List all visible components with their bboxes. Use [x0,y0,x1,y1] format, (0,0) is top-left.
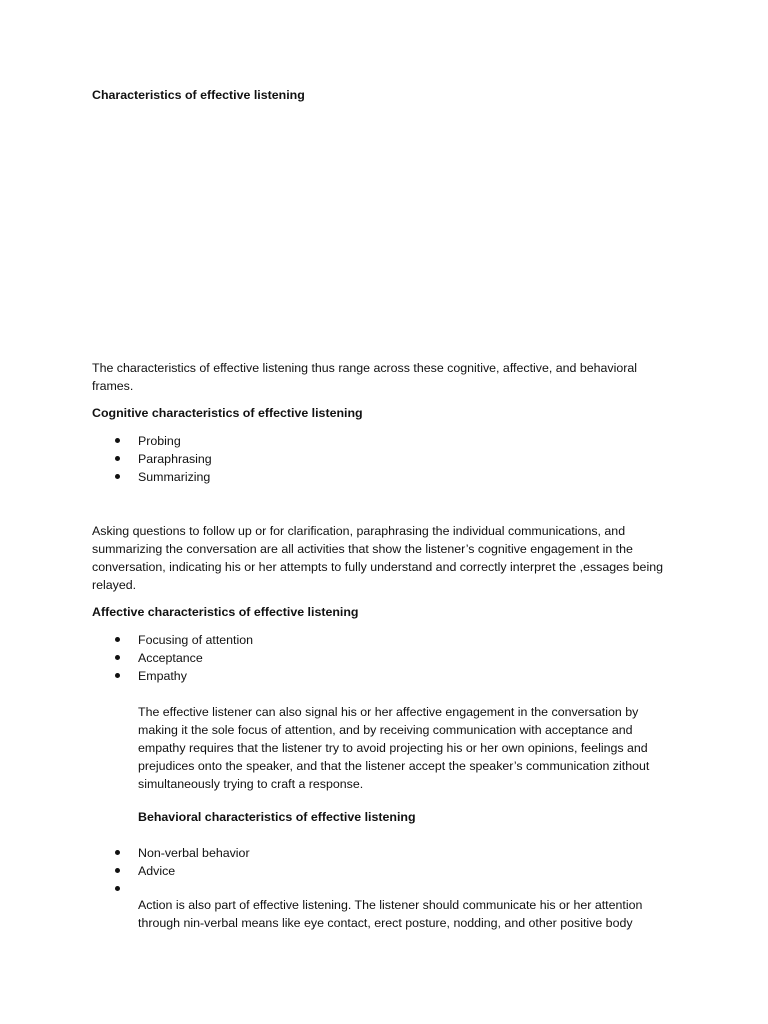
bullet-icon [115,850,120,855]
list-item-label: Advice [138,864,176,878]
affective-paragraph: The effective listener can also signal his or her affective engagement in the conversation by making it the sole focus of attention, and by receiving communication with acceptance and empathy requires that the listener try to avoid projecting his or her own opinions, feelings and prejudices onto the speaker, and that the listener accept the speaker’s communication zithout simultaneously trying to craft a response. [138,705,650,791]
document-title: Characteristics of effective listening [92,88,305,102]
bullet-icon [115,456,120,461]
list-item-label: Probing [138,434,181,448]
list-item-label: Summarizing [138,470,211,484]
cognitive-paragraph: Asking questions to follow up or for clarification, paraphrasing the individual communications, and summarizing the conversation are all activities that show the listener’s cognitive engagement in the conversation, indicating his or her attempts to fully understand and correctly interpret the ,essages being relayed. [92,524,663,592]
behavioral-paragraph: Action is also part of effective listening. The listener should communicate his or her attention through nin-verbal means like eye contact, erect posture, nodding, and other positive body [138,898,643,930]
list-item [115,468,415,486]
bullet-icon [115,673,120,678]
list-item [115,844,415,862]
bullet-icon [115,868,120,873]
bullet-icon [115,886,120,891]
list-item [115,631,415,649]
list-item-label: Acceptance [138,651,203,665]
cognitive-heading: Cognitive characteristics of effective listening [92,406,363,420]
cognitive-list [115,432,415,486]
bullet-icon [115,438,120,443]
affective-list [115,631,415,685]
list-item [115,649,415,667]
behavioral-list [115,844,415,898]
bullet-icon [115,474,120,479]
list-item [115,667,415,685]
list-item [115,862,415,880]
behavioral-heading: Behavioral characteristics of effective listening [138,810,416,824]
list-item [115,450,415,468]
list-item-label: Empathy [138,669,187,683]
bullet-icon [115,637,120,642]
list-item-label: Focusing of attention [138,633,254,647]
list-item-label: Paraphrasing [138,452,212,466]
affective-heading: Affective characteristics of effective listening [92,605,359,619]
list-item [115,432,415,450]
list-item-label: Non-verbal behavior [138,846,250,860]
intro-paragraph: The characteristics of effective listening thus range across these cognitive, affective, and behavioral frames. [92,361,638,393]
bullet-icon [115,655,120,660]
